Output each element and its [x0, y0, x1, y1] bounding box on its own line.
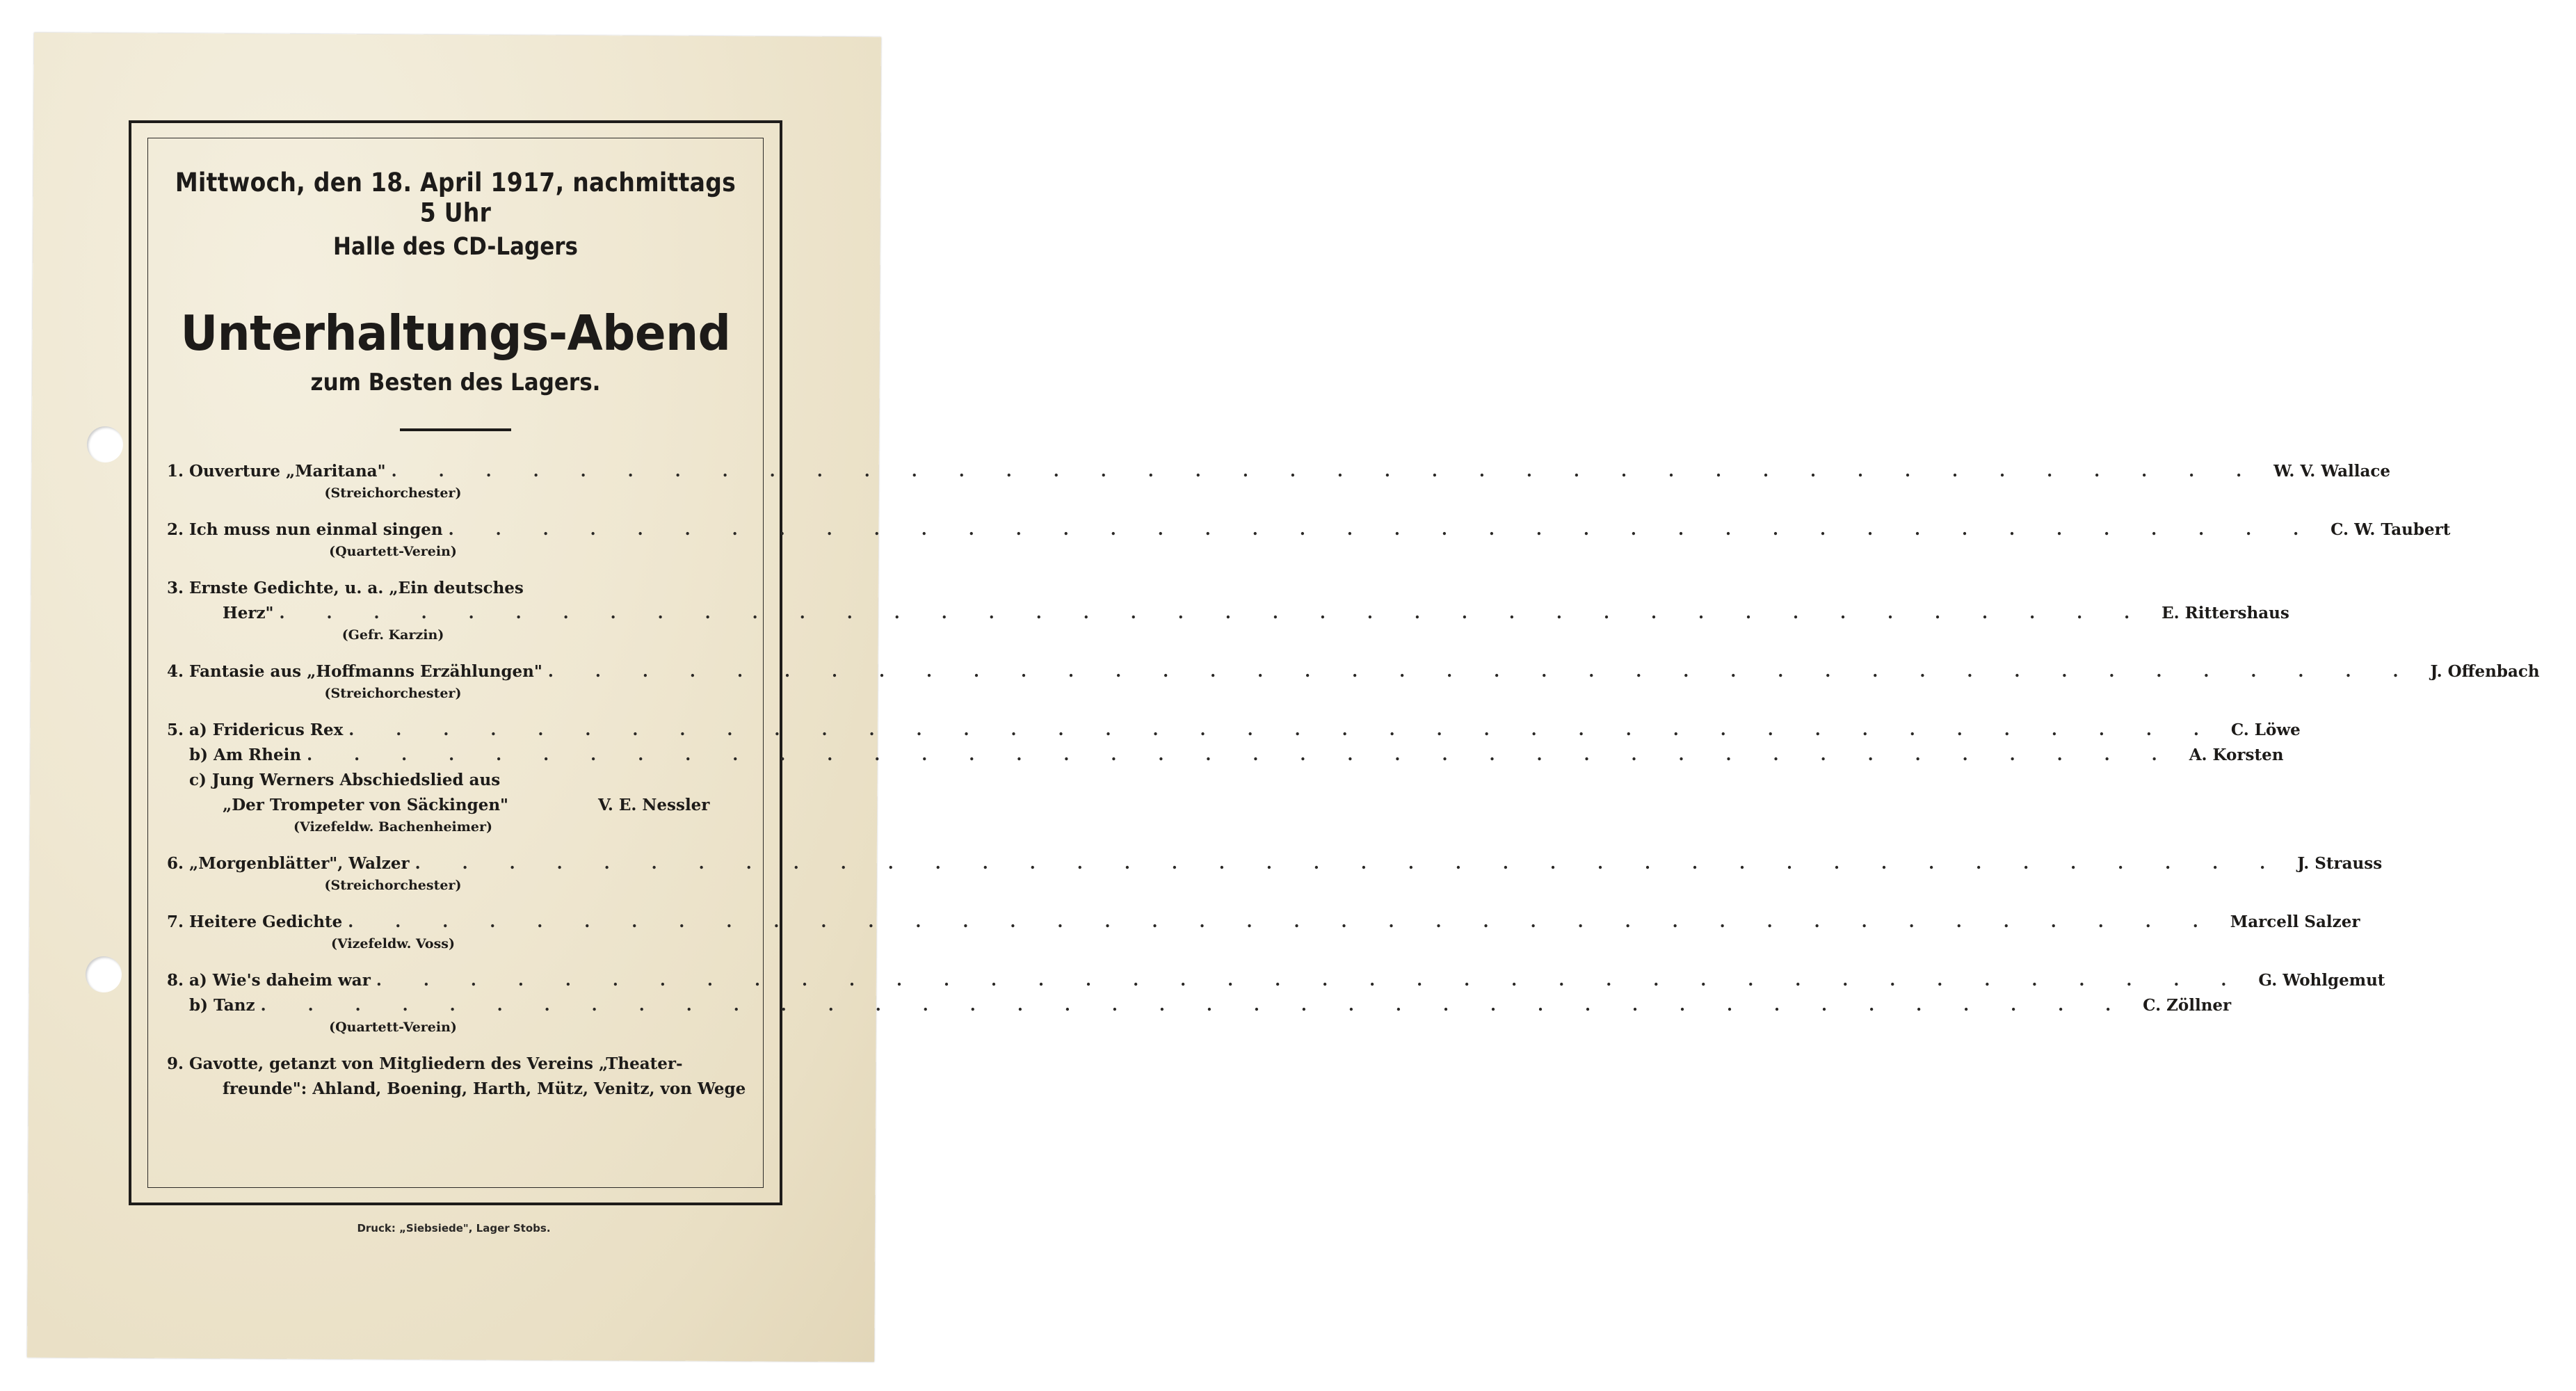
composer: E. Rittershaus: [2162, 604, 2289, 622]
program-content: [167, 167, 2540, 1117]
item-number: 9.: [167, 1054, 184, 1073]
piece-title-continued: „Der Trompeter von Säckingen": [223, 796, 509, 814]
program-item: [167, 968, 2385, 1036]
leader-dots: . . . . . . . . . . . . . . . . . . . . . . . . . . . . . . . . . . . . . . . .: [260, 996, 2130, 1015]
performer: (Streichorchester): [324, 878, 462, 893]
leader-dots: . . . . . . . . . . . . . . . . . . . . . . . . . . . . . . . . . . . . . . . .: [414, 854, 2284, 873]
page-title: Unterhaltungs-Abend: [180, 305, 731, 362]
printer-imprint: Druck: „Siebsiede", Lager Stobs.: [357, 1222, 551, 1235]
leader-dots: . . . . . . . . . . . . . . . . . . . . . . . . . . . . . . . . . . . . . . . .: [547, 662, 2417, 681]
program-item: [167, 459, 2391, 502]
piece-title: Fantasie aus „Hoffmanns Erzählungen": [189, 662, 542, 681]
program-item: [167, 718, 2301, 836]
performer: (Streichorchester): [324, 686, 462, 701]
divider: [400, 428, 511, 431]
piece-title: Ouverture „Maritana": [189, 462, 386, 481]
composer: Marcell Salzer: [2230, 912, 2360, 931]
item-number: 5.: [167, 721, 184, 739]
item-number: 4.: [167, 662, 184, 681]
composer: C. Zöllner: [2143, 996, 2232, 1015]
item-number: 3.: [167, 579, 184, 597]
leader-dots: . . . . . . . . . . . . . . . . . . . . . . . . . . . . . . . . . . . . . . . .: [348, 912, 2216, 931]
composer: J. Offenbach: [2430, 662, 2540, 681]
item-number: 7.: [167, 912, 184, 931]
leader-dots: . . . . . . . . . . . . . . . . . . . . . . . . . . . . . . . . . . . . . . . .: [307, 746, 2175, 764]
piece-title: a) Wie's daheim war: [189, 971, 371, 990]
performer: (Gefr. Karzin): [341, 627, 444, 643]
leader-dots: . . . . . . . . . . . . . . . . . . . . . . . . . . . . . . . . . . . . . . . .: [279, 604, 2148, 622]
composer: C. Löwe: [2230, 721, 2301, 739]
page-subtitle: zum Besten des Lagers.: [310, 369, 601, 396]
composer: C. W. Taubert: [2331, 520, 2451, 539]
piece-title: „Morgenblätter", Walzer: [189, 854, 410, 873]
item-number: 2.: [167, 520, 184, 539]
composer: J. Strauss: [2297, 854, 2383, 873]
leader-dots: . . . . . . . . . . . . . . . . . . . . . . . . . . . . . . . . . . . . . . . .: [391, 462, 2260, 481]
venue-line: Halle des CD-Lagers: [333, 232, 578, 262]
program-item: [167, 517, 2451, 561]
piece-title: Heitere Gedichte: [189, 912, 343, 931]
performer: (Vizefeldw. Voss): [331, 936, 455, 951]
piece-title: c) Jung Werners Abschiedslied aus: [189, 771, 501, 789]
piece-title: b) Am Rhein: [189, 746, 302, 764]
piece-title-continued: freunde": Ahland, Boening, Harth, Mütz, Venitz, von Wege: [223, 1079, 746, 1098]
punch-hole-top: [87, 426, 123, 463]
performer: (Quartett-Verein): [329, 1020, 457, 1035]
piece-title: Ernste Gedichte, u. a. „Ein deutsches: [189, 579, 524, 597]
piece-title: a) Fridericus Rex: [189, 721, 344, 739]
performer: (Streichorchester): [324, 485, 462, 501]
item-number: 1.: [167, 462, 184, 481]
item-number: 8.: [167, 971, 184, 990]
performer: (Quartett-Verein): [329, 544, 457, 559]
program-item: [167, 1052, 744, 1102]
item-number: 6.: [167, 854, 184, 873]
leader-dots: . . . . . . . . . . . . . . . . . . . . . . . . . . . . . . . . . . . . . . . .: [376, 971, 2245, 990]
leader-dots: . . . . . . . . . . . . . . . . . . . . . . . . . . . . . . . . . . . . . . . .: [448, 520, 2317, 539]
program-item: [167, 576, 2289, 644]
composer: G. Wohlgemut: [2258, 971, 2385, 990]
leader-dots: . . . . . . . . . . . . . . . . . . . . . . . . . . . . . . . . . . . . . . . .: [348, 721, 2217, 739]
piece-title: Ich muss nun einmal singen: [189, 520, 443, 539]
composer: A. Korsten: [2189, 746, 2284, 764]
composer: W. V. Wallace: [2273, 462, 2391, 481]
piece-title-continued: Herz": [223, 604, 274, 622]
program-item: [167, 910, 2360, 953]
performer: (Vizefeldw. Bachenheimer): [293, 819, 492, 835]
composer: V. E. Nessler: [598, 796, 710, 814]
piece-title: b) Tanz: [189, 996, 255, 1015]
program-list: [167, 459, 2540, 1102]
punch-hole-bottom: [86, 956, 122, 992]
program-item: [167, 659, 2540, 702]
date-line: Mittwoch, den 18. April 1917, nachmittags 5 Uhr: [175, 167, 736, 228]
piece-title: Gavotte, getanzt von Mitgliedern des Vereins „Theater-: [189, 1054, 683, 1073]
program-item: [167, 851, 2383, 894]
